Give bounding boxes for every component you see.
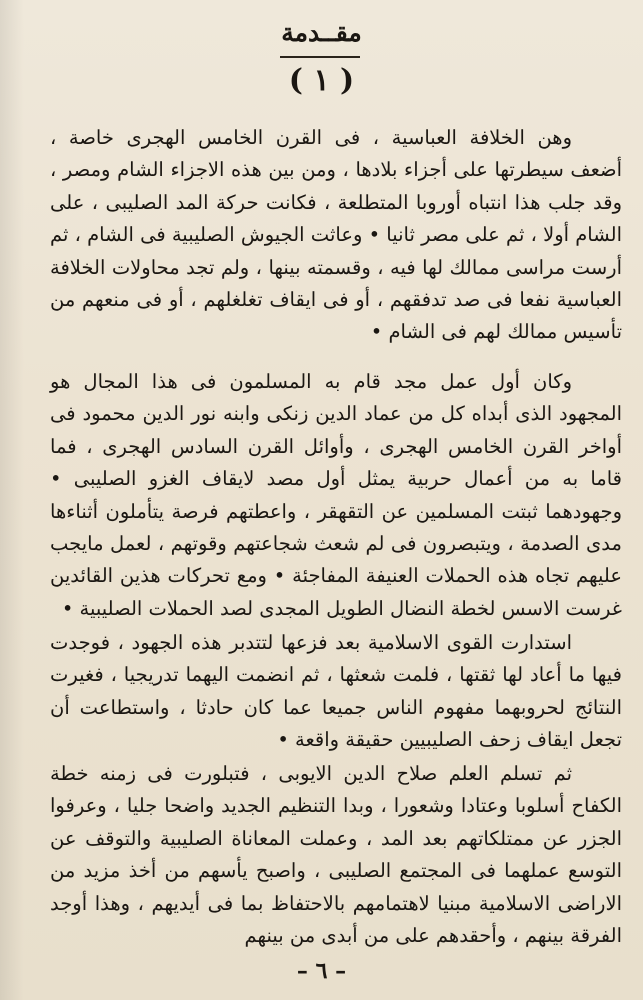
paragraph-3 xyxy=(50,627,622,757)
paragraph-4 xyxy=(50,758,622,952)
paragraph-text: وهن الخلافة العباسية ، فى القرن الخامس الهجرى خاصة ، أضعف سيطرتها على أجزاء بلادها ، ومن بين هذه الاجزاء الشام ومصر ، وقد جلب هذا انتباه أوروبا المتطلعة ، فكانت حركة المد الصليبى ، على الشام أولا ، ثم على مصر ثانيا • وعاثت الجيوش الصليبية فى الشام ، ثم أرست مراسى ممالك لها فيه ، وقسمته بينها ، ولم تجد محاولات الخلافة العباسية نفعا فى صد تدفقهم ، أو فى ايقاف تغلغلهم ، أو فى منعهم من تأسيس ممالك لهم فى الشام • xyxy=(50,126,622,344)
paragraph-text: وكان أول عمل مجد قام به المسلمون فى هذا المجال هو المجهود الذى أبداه كل من عماد الدين زنكى وابنه نور الدين محمود فى أواخر القرن الخامس الهجرى ، وأوائل القرن السادس الهجرى ، فما قاما به من أعمال حربية يمثل أول مصد لايقاف الغزو الصليبى • وجهودهما ثبتت المسلمين عن التقهقر ، واعطتهم فرصة يتأملون أثناءها مدى الصدمة ، ويتبصرون فى لم شعث شجاعتهم وقوتهم ، لعمل مايجب عليهم تجاه هذه الحملات العنيفة المفاجئة • ومع تحركات هذين القائدين غرست الاسس لخطة النضال الطويل المجدى لصد الحملات الصليبية • xyxy=(50,370,622,620)
page-number: – ٦ – xyxy=(296,958,347,984)
page-heading: مقــدمة xyxy=(281,18,362,47)
section-number: ( ١ ) xyxy=(288,63,355,98)
paragraph-2 xyxy=(50,366,622,625)
heading-underline xyxy=(280,56,360,58)
paragraph-1 xyxy=(50,122,622,349)
paragraph-text: استدارت القوى الاسلامية بعد فزعها لتتدبر هذه الجهود ، فوجدت فيها ما أعاد لها ثقتها ، فلمت شعثها ، ثم انضمت اليهما تدريجيا ، فغيرت النتائج لحروبهما مفهوم الناس جميعا عما كان حادثا ، واستطاعت أن تجعل ايقاف زحف الصليبيين حقيقة واقعة • xyxy=(50,631,622,752)
page-edge-shadow xyxy=(0,0,24,1000)
paragraph-text: ثم تسلم العلم صلاح الدين الايوبى ، فتبلورت فى زمنه خطة الكفاح أسلوبا وعتادا وشعورا ، وبدا التنظيم الجديد واضحا جليا ، وعرفوا الجزر عن ممتلكاتهم بعد المد ، وعملت المعاناة الصليبية والتوقف عن التوسع عملهما فى المجتمع الصليبى ، واصبح يأسهم من أخذ مزيد من الاراضى الاسلامية مبنيا لاهتمامهم بالاحتفاظ بما فى أيديهم ، وهذا أوجد الفرقة بينهم ، وأحقدهم على من أبدى من بينهم xyxy=(50,762,622,948)
